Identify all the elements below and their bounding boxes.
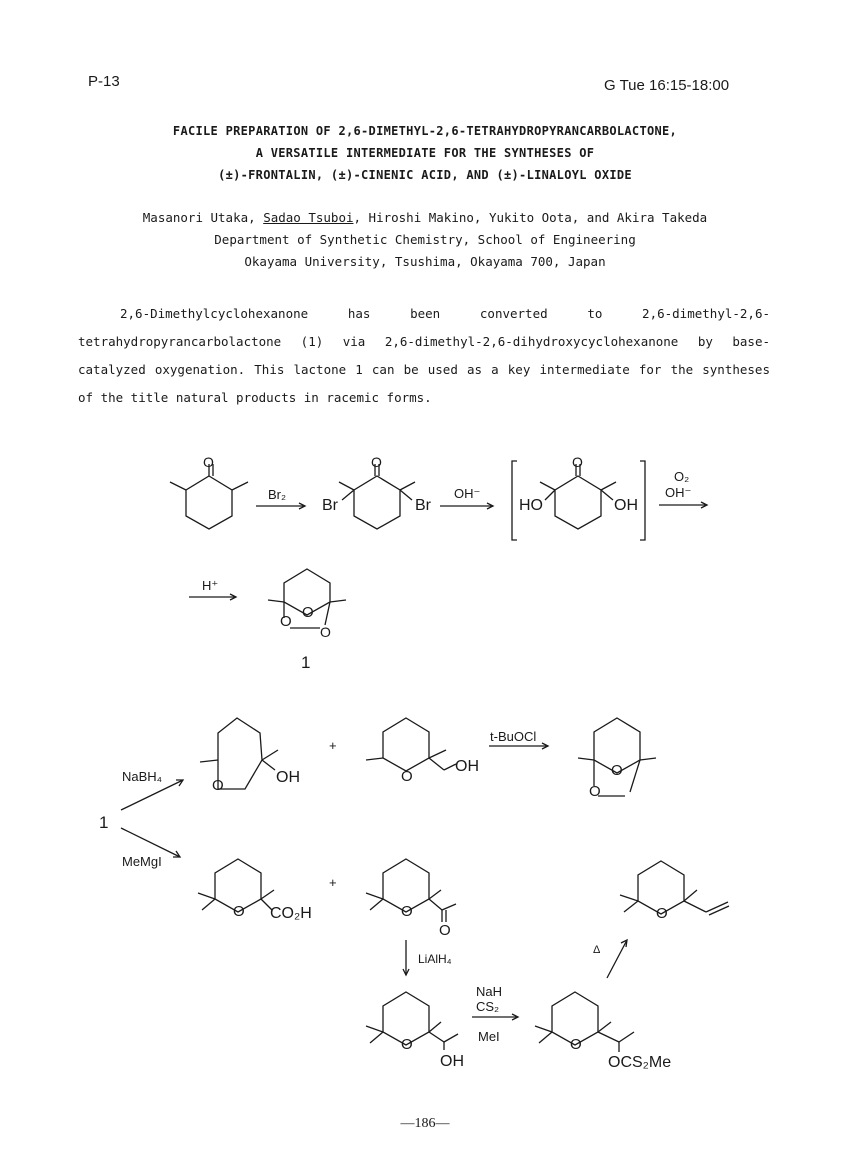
oxygen-reagent-label: O₂ <box>674 469 690 484</box>
lactone-ring-o: O <box>302 604 314 621</box>
linaloyl-oxide-structure <box>620 861 729 915</box>
ketone-carbonyl-o: O <box>439 922 451 939</box>
affiliation-department: Department of Synthetic Chemistry, School of Engineering <box>214 232 636 247</box>
reaction-arrow-heat <box>607 940 627 978</box>
ho-left-label: HO <box>519 497 543 514</box>
oh-right-label: OH <box>614 497 638 514</box>
carbinol-oh-label: OH <box>440 1053 464 1070</box>
heat-reagent-label: Δ <box>593 944 601 956</box>
acid-ring-o: O <box>233 903 245 920</box>
acid-reagent-label: H⁺ <box>202 578 219 593</box>
diol-oh-label: OH <box>276 769 300 786</box>
carbonyl-o-label-2: O <box>371 454 382 470</box>
tbuocl-reagent-label: t-BuOCl <box>490 729 537 744</box>
carbinol-ring-o: O <box>401 1036 413 1053</box>
author-presenting: Sadao Tsuboi <box>263 210 354 225</box>
hydroxide-reagent-label: OH⁻ <box>454 486 481 501</box>
bracket-left <box>512 461 517 540</box>
nah-reagent-label: NaH <box>476 984 503 999</box>
page-number: —186— <box>400 1116 450 1131</box>
author-1: Masanori Utaka, <box>142 210 264 225</box>
title-line-1: FACILE PREPARATION OF 2,6-DIMETHYL-2,6-TETRAHYDROPYRANCARBOLACTONE, <box>172 124 678 138</box>
xanthate-ring-o: O <box>570 1036 582 1053</box>
br2-reagent-label: Br₂ <box>268 487 287 502</box>
bracket-right <box>640 461 645 540</box>
nabh4-reagent-label: NaBH₄ <box>122 769 162 784</box>
abstract-text: 2,6-Dimethylcyclohexanone has been converted to 2,6-dimethyl-2,6-tetrahydropyrancarbolactone (1) via 2,6-dimethyl-2,6-dihydroxycyclohexanone by base-catalyzed oxygenation. This lactone 1 can be used as a key intermediate for the syntheses of the title natural products in racemic forms. <box>78 306 770 405</box>
frontalin-ring-o: O <box>611 762 623 779</box>
lactone-bridge-o: O <box>280 613 292 630</box>
memgi-reagent-label: MeMgI <box>122 854 162 869</box>
cs2-reagent-label: CS₂ <box>476 999 500 1014</box>
plus-sign-1: + <box>329 738 337 753</box>
author-rest: , Hiroshi Makino, Yukito Oota, and Akira Takeda <box>353 210 708 225</box>
plus-sign-2: + <box>329 875 337 890</box>
title-line-2: A VERSATILE INTERMEDIATE FOR THE SYNTHESES OF <box>255 146 595 160</box>
affiliation-university: Okayama University, Tsushima, Okayama 700, Japan <box>244 254 606 269</box>
co2h-label: CO₂H <box>270 905 312 922</box>
dimethylcyclohexanone-structure <box>170 464 248 529</box>
ocs2me-label: OCS₂Me <box>608 1054 672 1071</box>
paper-code: P-13 <box>88 73 120 90</box>
linaloyl-ring-o: O <box>656 905 668 922</box>
hydroxymethyl-pyran-structure <box>366 718 456 771</box>
carbonyl-o-label-3: O <box>572 454 583 470</box>
pyran-oh-label: OH <box>455 758 479 775</box>
frontalin-bridge-o: O <box>589 783 601 800</box>
ketone-ring-o: O <box>401 903 413 920</box>
dihydroxyketone-structure <box>540 464 616 529</box>
diol-o-label: O <box>212 777 224 794</box>
compound-1-label: 1 <box>301 653 311 672</box>
compound-1-ref: 1 <box>99 813 109 832</box>
lialh4-reagent-label: LiAlH₄ <box>418 952 452 966</box>
br-right-label: Br <box>415 497 431 514</box>
xanthate-structure <box>535 992 634 1052</box>
session-time: G Tue 16:15-18:00 <box>604 77 730 94</box>
dibromoketone-structure <box>339 464 415 529</box>
br-left-label: Br <box>322 497 338 514</box>
reaction-arrow-nabh4 <box>121 780 183 810</box>
hydroxide-reagent-label-2: OH⁻ <box>665 485 692 500</box>
carbonyl-o-label: O <box>203 454 214 470</box>
pyran-o-label: O <box>401 768 413 785</box>
reaction-arrow-memgi <box>121 828 180 857</box>
lactone-carbonyl-o: O <box>320 624 331 640</box>
title-line-3: (±)-FRONTALIN, (±)-CINENIC ACID, AND (±)-LINALOYL OXIDE <box>218 168 632 182</box>
mei-reagent-label: MeI <box>478 1029 500 1044</box>
